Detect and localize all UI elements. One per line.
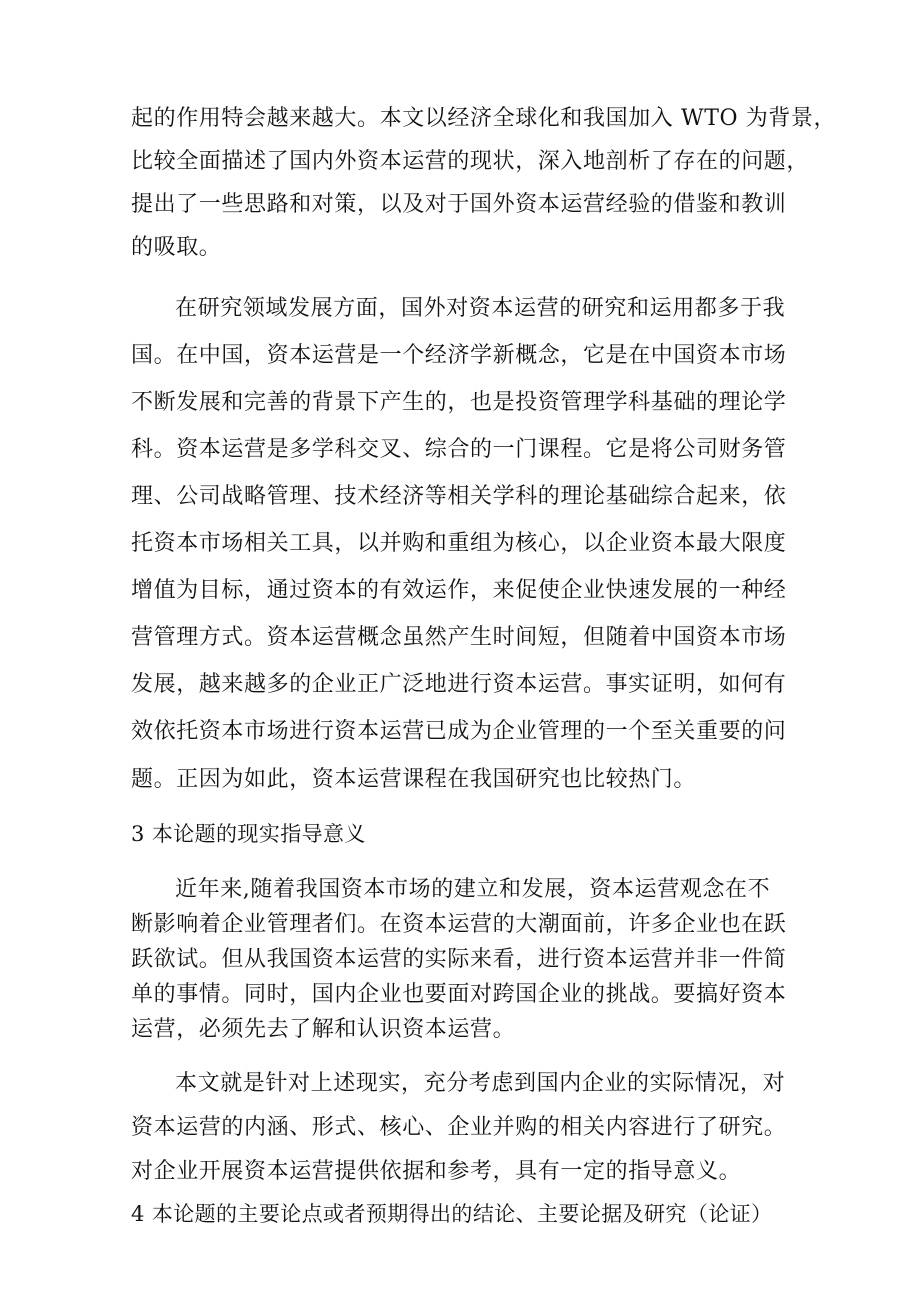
text-line: 科。资本运营是多学科交叉、综合的一门课程。它是将公司财务管 bbox=[131, 437, 787, 462]
text-line: 营管理方式。资本运营概念虽然产生时间短，但随着中国资本市场 bbox=[131, 625, 787, 650]
text-line: 资本运营的内涵、形式、核心、企业并购的相关内容进行了研究。 bbox=[131, 1115, 787, 1140]
text-line: 跃欲试。但从我国资本运营的实际来看，进行资本运营并非一件简 bbox=[131, 947, 787, 972]
text-line: 不断发展和完善的背景下产生的，也是投资管理学科基础的理论学 bbox=[131, 390, 787, 415]
text-line: 比较全面描述了国内外资本运营的现状，深入地剖析了存在的问题， bbox=[131, 149, 810, 174]
text-line: 近年来,随着我国资本市场的建立和发展，资本运营观念在不 bbox=[175, 877, 771, 902]
text-line: 国。在中国，资本运营是一个经济学新概念，它是在中国资本市场 bbox=[131, 343, 787, 368]
text-line: 起的作用特会越来越大。本文以经济全球化和我国加入 WTO 为背景， bbox=[131, 106, 837, 131]
text-line: 单的事情。同时，国内企业也要面对跨国企业的挑战。要搞好资本 bbox=[131, 982, 787, 1007]
text-line: 效依托资本市场进行资本运营已成为企业管理的一个至关重要的问 bbox=[131, 719, 787, 744]
text-line: 托资本市场相关工具，以并购和重组为核心，以企业资本最大限度 bbox=[131, 531, 787, 556]
text-line: 发展，越来越多的企业正广泛地进行资本运营。事实证明，如何有 bbox=[131, 672, 787, 697]
text-line: 运营，必须先去了解和认识资本运营。 bbox=[131, 1017, 516, 1042]
section-heading: 4 本论题的主要论点或者预期得出的结论、主要论据及研究（论证） bbox=[131, 1202, 773, 1226]
text-line: 理、公司战略管理、技术经济等相关学科的理论基础综合起来，依 bbox=[131, 484, 787, 509]
text-line: 在研究领域发展方面，国外对资本运营的研究和运用都多于我 bbox=[175, 296, 786, 321]
text-line: 断影响着企业管理者们。在资本运营的大潮面前，许多企业也在跃 bbox=[131, 912, 787, 937]
text-line: 对企业开展资本运营提供依据和参考，具有一定的指导意义。 bbox=[131, 1159, 742, 1184]
text-line: 本文就是针对上述现实，充分考虑到国内企业的实际情况，对 bbox=[175, 1071, 786, 1096]
text-line: 的吸取。 bbox=[131, 235, 222, 260]
text-line: 增值为目标，通过资本的有效运作，来促使企业快速发展的一种经 bbox=[131, 578, 787, 603]
text-line: 题。正因为如此，资本运营课程在我国研究也比较热门。 bbox=[131, 767, 697, 792]
text-line: 提出了一些思路和对策，以及对于国外资本运营经验的借鉴和教训 bbox=[131, 192, 787, 217]
section-heading: 3 本论题的现实指导意义 bbox=[131, 822, 366, 846]
